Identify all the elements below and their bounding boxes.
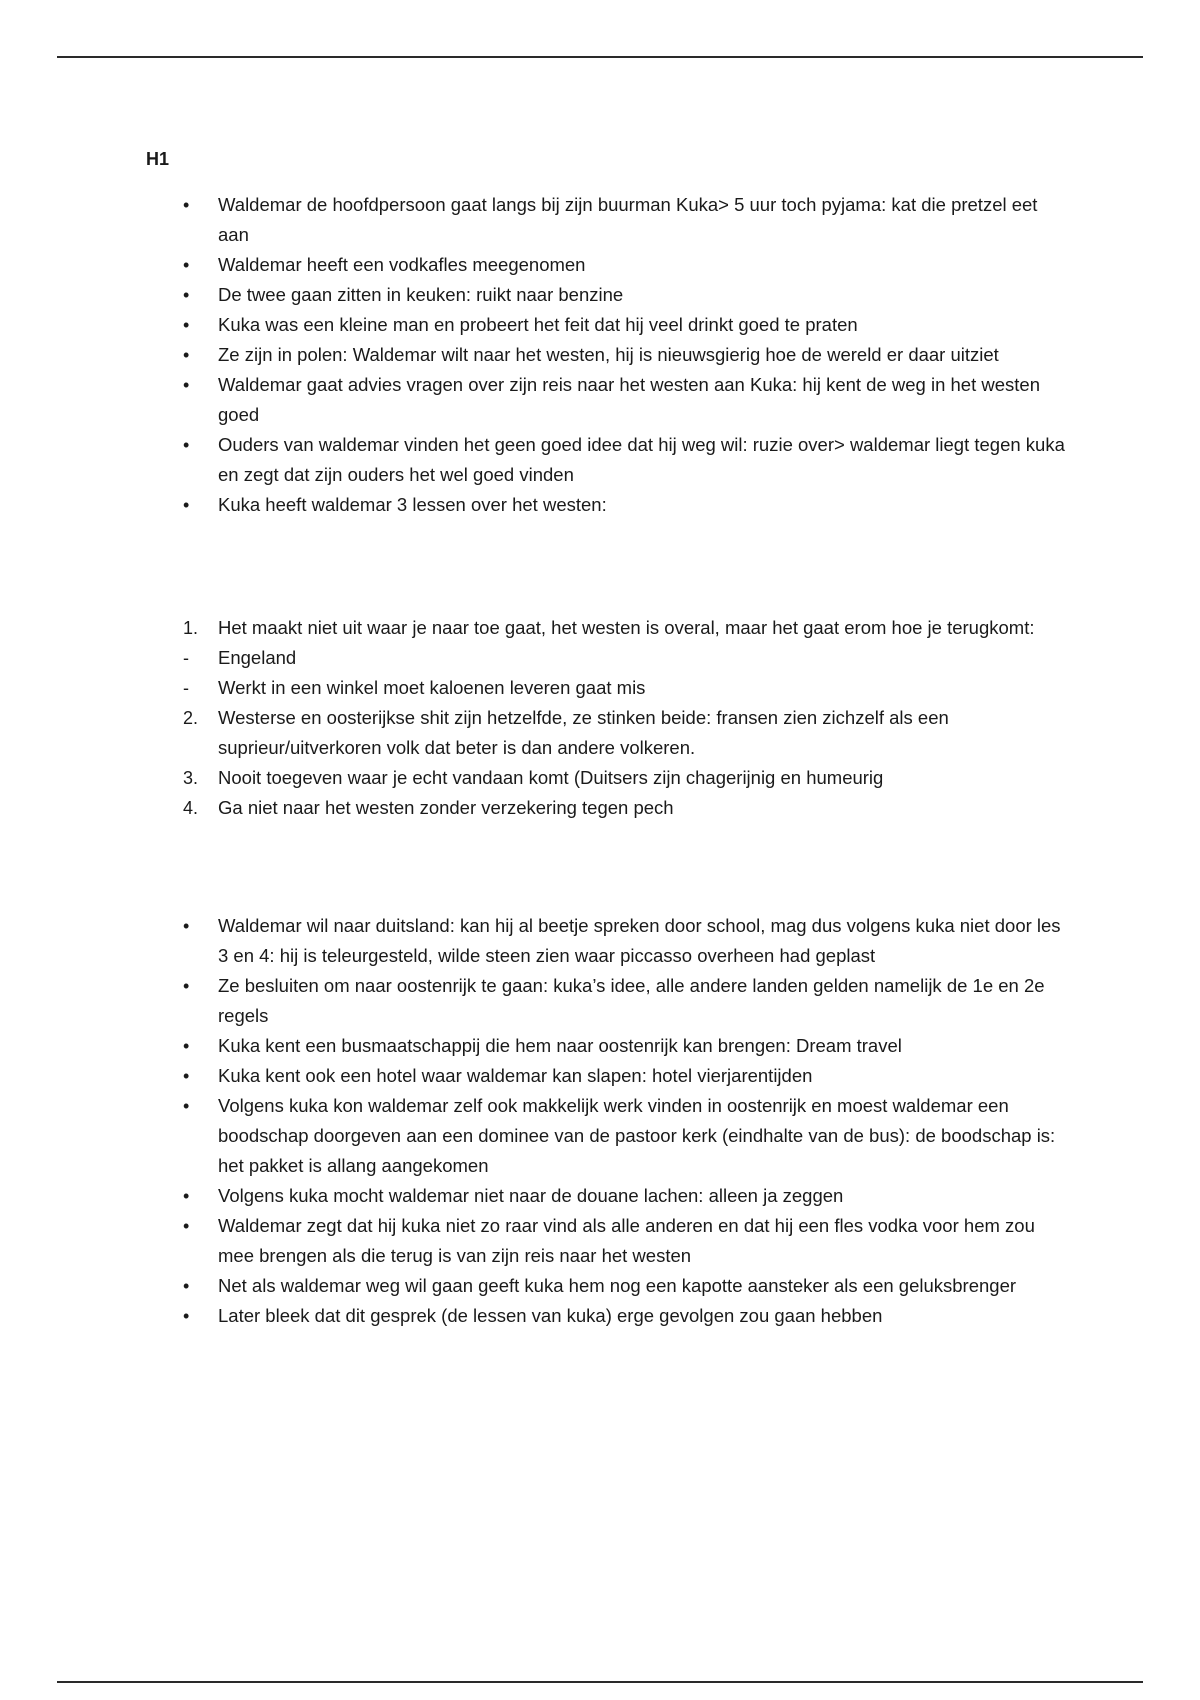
bullet-icon: • xyxy=(183,285,190,305)
bullet-icon: • xyxy=(183,1066,190,1086)
lesson-item: - Werkt in een winkel moet kaloenen leveren gaat mis xyxy=(0,673,1068,703)
list-item: • Net als waldemar weg wil gaan geeft kuka hem nog een kapotte aansteker als een geluksbrenger xyxy=(0,1271,1068,1301)
bullet-icon: • xyxy=(183,435,190,455)
list-item: • Ouders van waldemar vinden het geen goed idee dat hij weg wil: ruzie over> waldemar liegt tegen kuka en zegt dat zijn ouders het wel goed vinden xyxy=(0,430,1068,490)
list-item: • Volgens kuka mocht waldemar niet naar de douane lachen: alleen ja zeggen xyxy=(0,1181,1068,1211)
bullet-icon: • xyxy=(183,1306,190,1326)
bullet-icon: • xyxy=(183,1036,190,1056)
summary-list-1 xyxy=(0,190,1068,520)
bottom-rule xyxy=(57,1681,1143,1683)
lesson-item: 1. Het maakt niet uit waar je naar toe gaat, het westen is overal, maar het gaat erom hoe je terugkomt: xyxy=(0,613,1068,643)
bullet-icon: • xyxy=(183,916,190,936)
list-marker: 2. xyxy=(183,708,199,728)
list-item: • Ze zijn in polen: Waldemar wilt naar het westen, hij is nieuwsgierig hoe de wereld er daar uitziet xyxy=(0,340,1068,370)
list-item: • Waldemar de hoofdpersoon gaat langs bij zijn buurman Kuka> 5 uur toch pyjama: kat die pretzel eet aan xyxy=(0,190,1068,250)
bullet-icon: • xyxy=(183,1186,190,1206)
list-item: • Kuka kent een busmaatschappij die hem naar oostenrijk kan brengen: Dream travel xyxy=(0,1031,1068,1061)
list-item: • Waldemar heeft een vodkafles meegenomen xyxy=(0,250,1068,280)
list-marker: 4. xyxy=(183,798,199,818)
list-item: • Waldemar wil naar duitsland: kan hij al beetje spreken door school, mag dus volgens kuka niet door les 3 en 4: hij is teleurgesteld, wilde steen zien waar piccasso overheen had geplast xyxy=(0,911,1068,971)
bullet-icon: • xyxy=(183,255,190,275)
list-item: • Waldemar gaat advies vragen over zijn reis naar het westen aan Kuka: hij kent de weg in het westen goed xyxy=(0,370,1068,430)
list-item: • Later bleek dat dit gesprek (de lessen van kuka) erge gevolgen zou gaan hebben xyxy=(0,1301,1068,1331)
list-item: • De twee gaan zitten in keuken: ruikt naar benzine xyxy=(0,280,1068,310)
page-heading: H1 xyxy=(146,149,170,169)
bullet-icon: • xyxy=(183,315,190,335)
bullet-icon: • xyxy=(183,1276,190,1296)
bullet-icon: • xyxy=(183,1096,190,1116)
bullet-icon: • xyxy=(183,345,190,365)
list-item: • Kuka heeft waldemar 3 lessen over het westen: xyxy=(0,490,1068,520)
summary-list-2 xyxy=(0,911,1068,1331)
bullet-icon: • xyxy=(183,195,190,215)
list-marker: 3. xyxy=(183,768,199,788)
list-item: • Ze besluiten om naar oostenrijk te gaan: kuka’s idee, alle andere landen gelden namelijk de 1e en 2e regels xyxy=(0,971,1068,1031)
bullet-icon: • xyxy=(183,976,190,996)
list-marker: - xyxy=(183,648,189,668)
list-item: • Kuka was een kleine man en probeert het feit dat hij veel drinkt goed te praten xyxy=(0,310,1068,340)
list-item: • Kuka kent ook een hotel waar waldemar kan slapen: hotel vierjarentijden xyxy=(0,1061,1068,1091)
lesson-item: - Engeland xyxy=(0,643,1068,673)
lesson-item: 2. Westerse en oosterijkse shit zijn hetzelfde, ze stinken beide: fransen zien zichzelf als een suprieur/uitverkoren volk dat beter is dan andere volkeren. xyxy=(0,703,1068,763)
list-item: • Waldemar zegt dat hij kuka niet zo raar vind als alle anderen en dat hij een fles vodka voor hem zou mee brengen als die terug is van zijn reis naar het westen xyxy=(0,1211,1068,1271)
bullet-icon: • xyxy=(183,375,190,395)
bullet-icon: • xyxy=(183,1216,190,1236)
top-rule xyxy=(57,56,1143,58)
lessons-list xyxy=(0,613,1068,823)
lesson-item: 3. Nooit toegeven waar je echt vandaan komt (Duitsers zijn chagerijnig en humeurig xyxy=(0,763,1068,793)
bullet-icon: • xyxy=(183,495,190,515)
list-marker: 1. xyxy=(183,618,199,638)
list-item: • Volgens kuka kon waldemar zelf ook makkelijk werk vinden in oostenrijk en moest waldemar een boodschap doorgeven aan een dominee van de pastoor kerk (eindhalte van de bus): de boodschap is: het pakket is allang aangekomen xyxy=(0,1091,1068,1181)
lesson-item: 4. Ga niet naar het westen zonder verzekering tegen pech xyxy=(0,793,1068,823)
list-marker: - xyxy=(183,678,189,698)
